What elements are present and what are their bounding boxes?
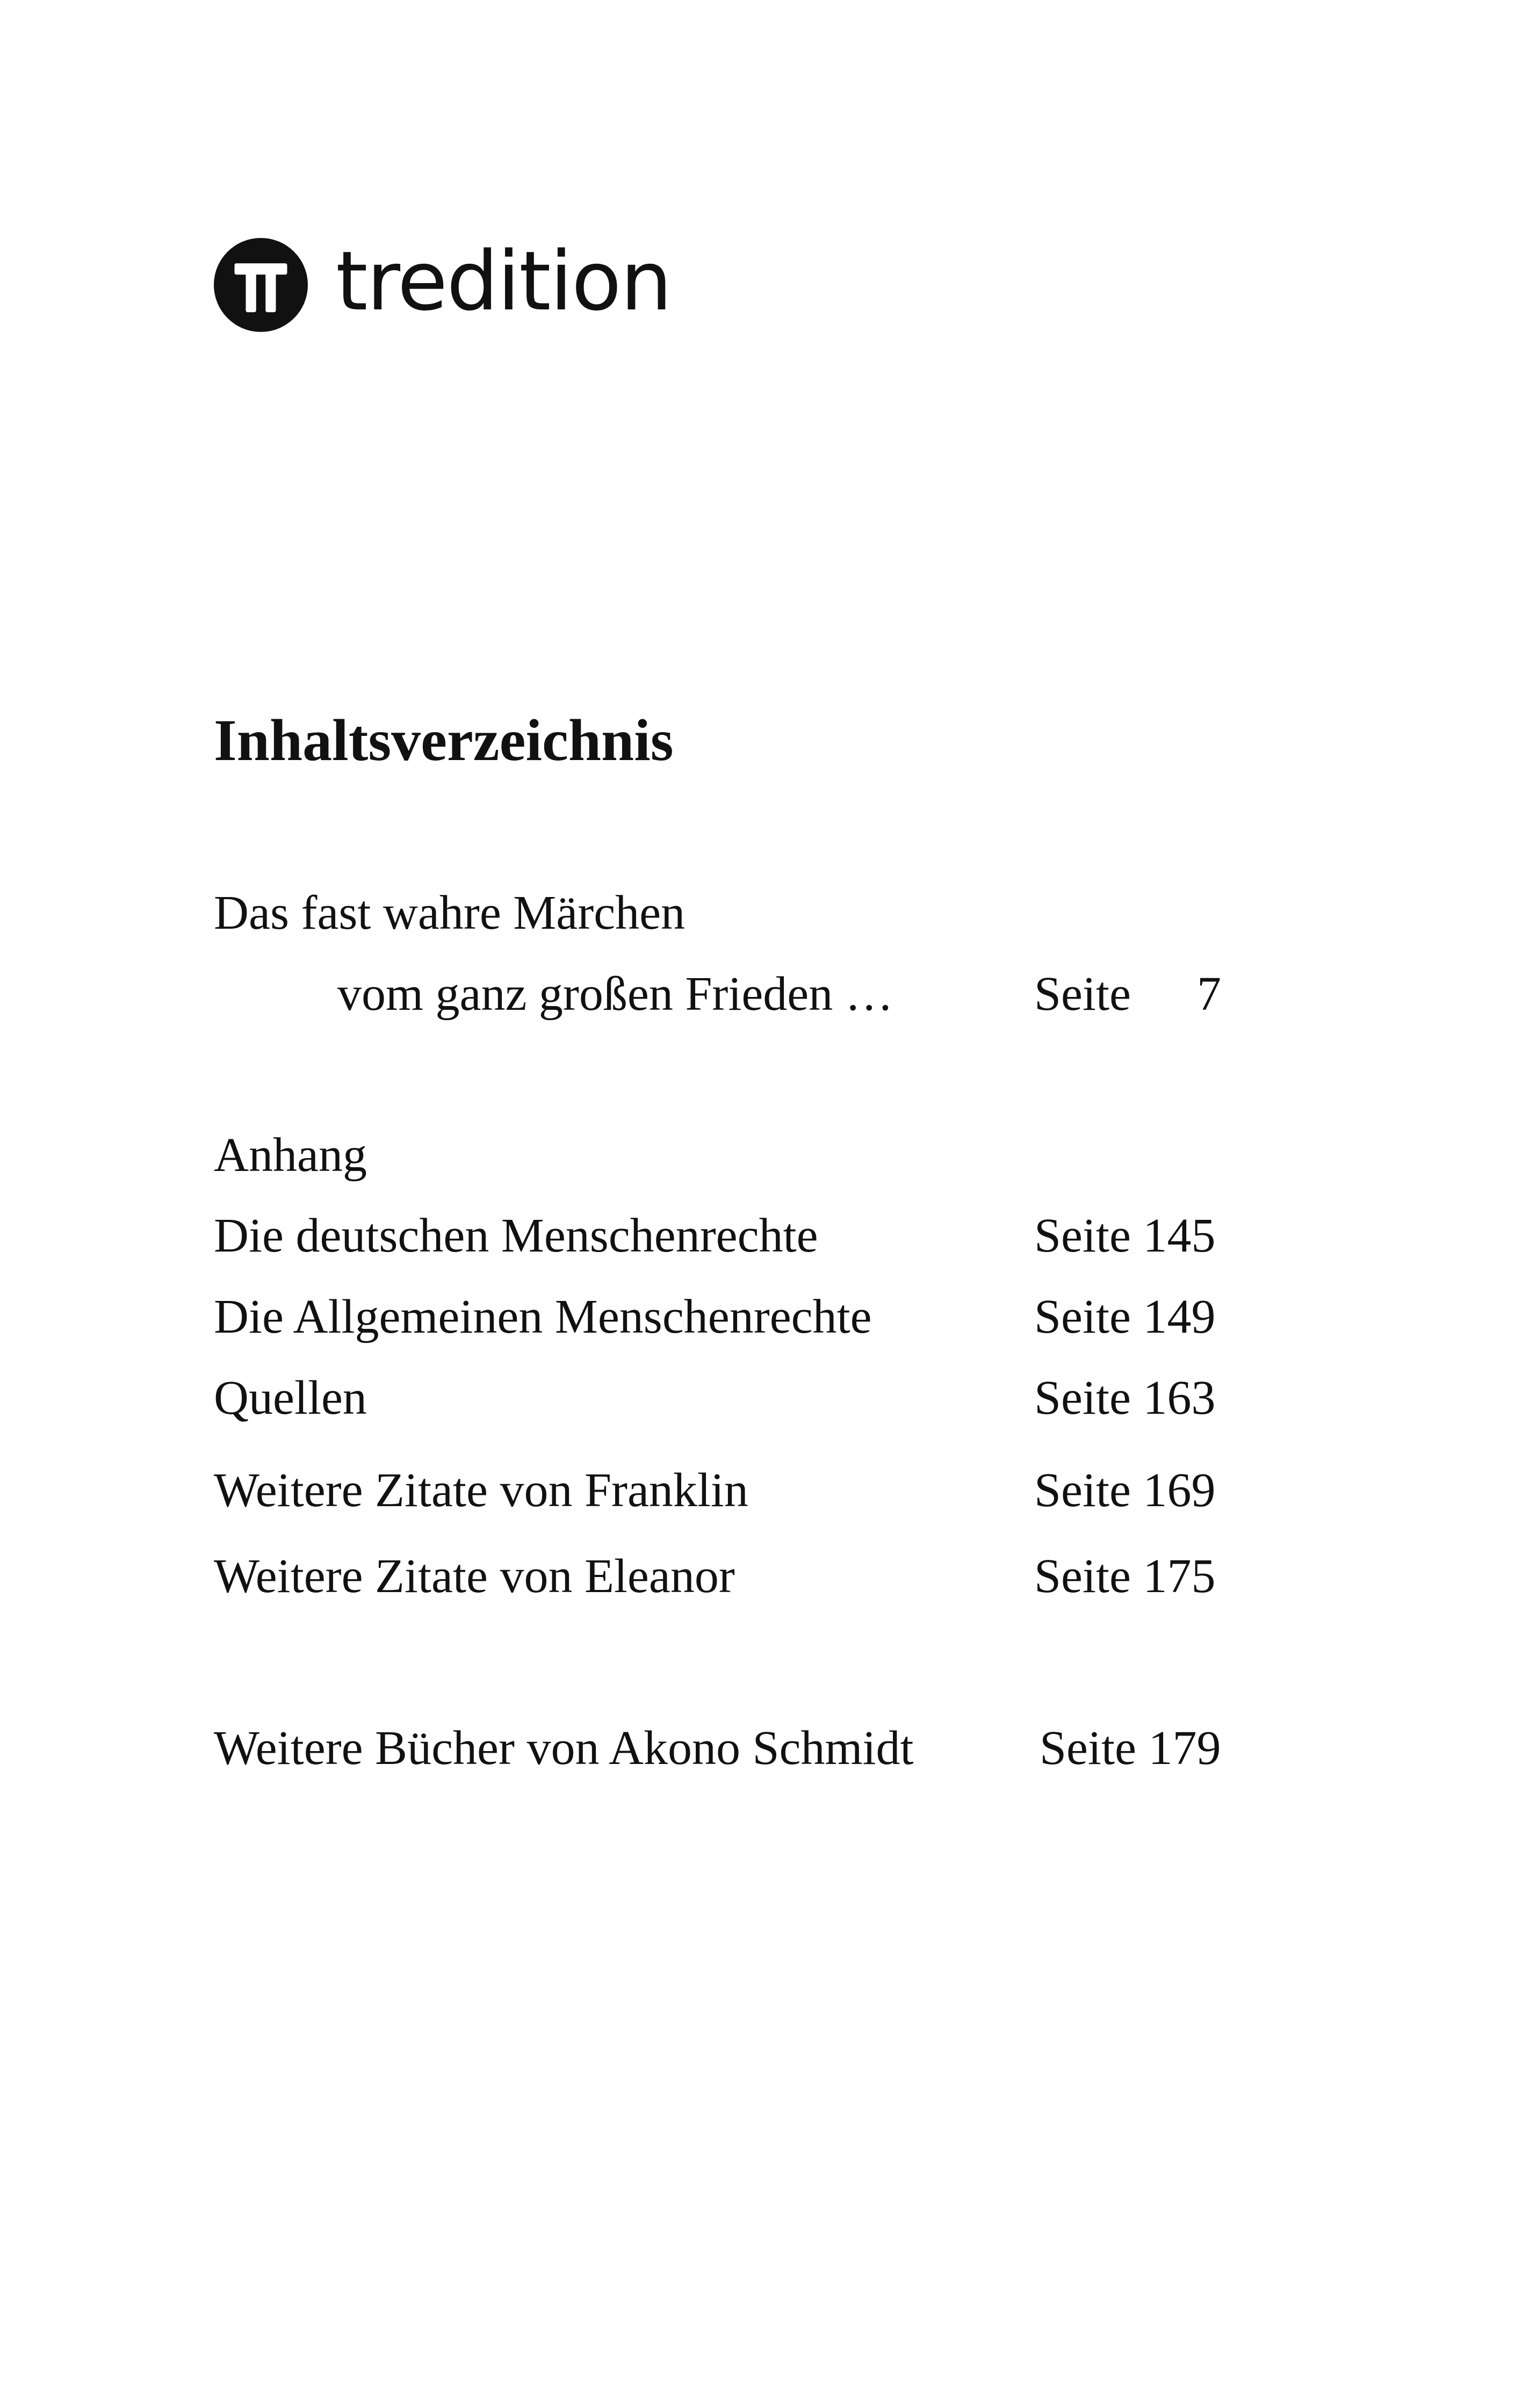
toc-entry-page-ref: Seite 175 (1034, 1550, 1216, 1603)
toc-entry-page-ref: Seite 145 (1034, 1209, 1216, 1262)
toc-entry-title: Weitere Bücher von Akono Schmidt (214, 1722, 914, 1775)
toc-entry-title: Weitere Zitate von Eleanor (214, 1550, 735, 1603)
toc-heading: Inhaltsverzeichnis (214, 707, 674, 773)
toc-entry-page-ref: Seite 149 (1034, 1290, 1216, 1343)
toc-entry-title: Die deutschen Menschenrechte (214, 1209, 818, 1262)
toc-entry-title: Quellen (214, 1371, 367, 1424)
toc-entry-title: Die Allgemeinen Menschenrechte (214, 1290, 872, 1343)
toc-entry-title: vom ganz großen Frieden … (337, 967, 893, 1021)
toc-entry-page-ref: Seite 179 (1040, 1722, 1221, 1775)
toc-entry-title: Das fast wahre Märchen (214, 886, 686, 939)
toc-entry-page-ref: Seite 169 (1034, 1464, 1216, 1517)
tredition-logo-icon (214, 238, 308, 332)
toc-entry-page-number: 7 (1197, 967, 1221, 1021)
toc-entry-seite-label: Seite (1034, 967, 1131, 1021)
toc-section-title: Anhang (214, 1129, 367, 1182)
publisher-logo (214, 236, 671, 333)
toc-entry-title: Weitere Zitate von Franklin (214, 1464, 748, 1517)
toc-entry-page-ref: Seite 163 (1034, 1371, 1216, 1424)
publisher-name: tredition (336, 234, 672, 329)
